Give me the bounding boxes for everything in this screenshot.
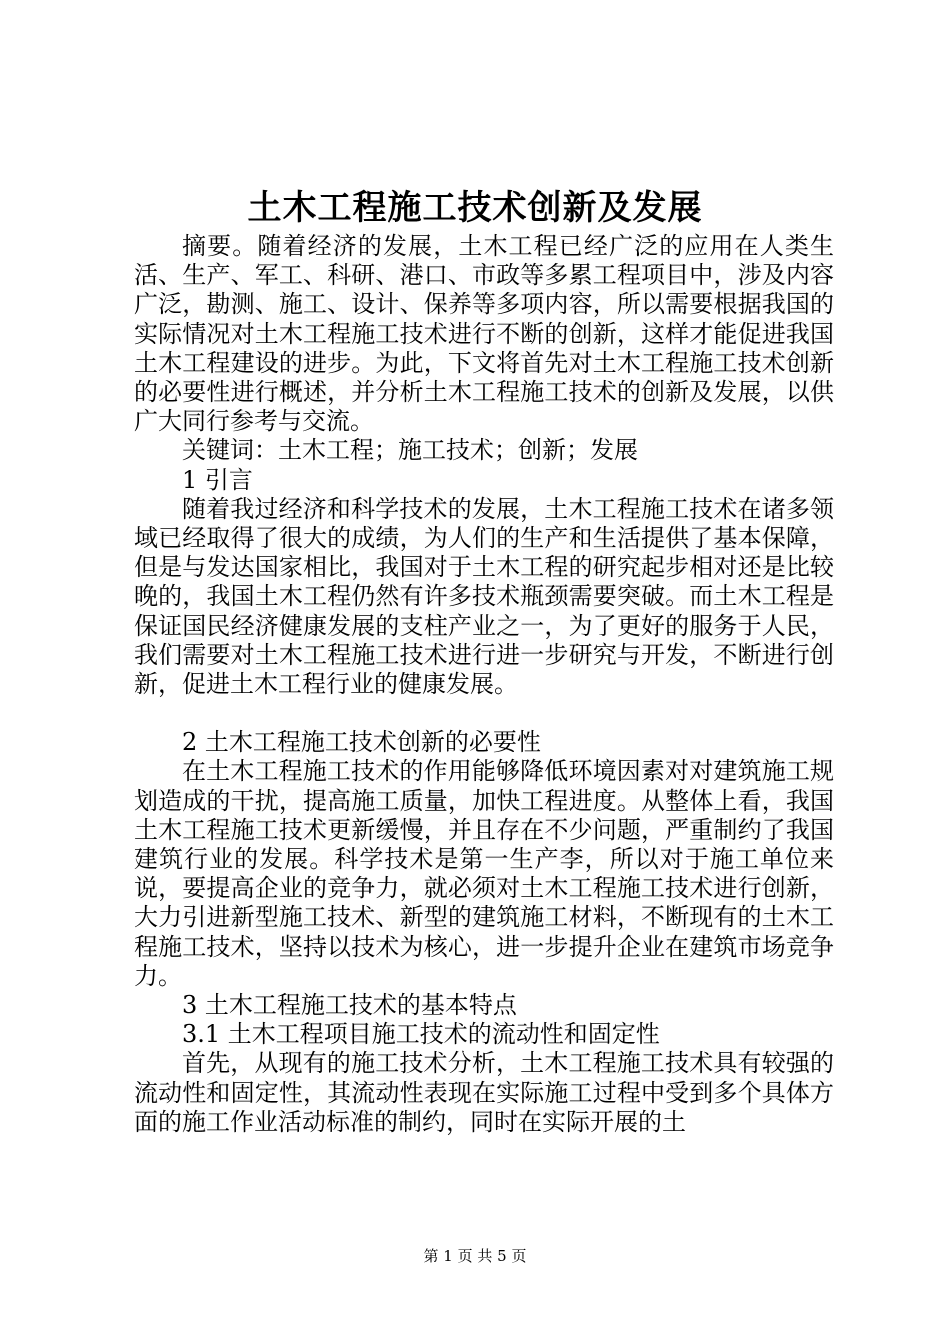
section-3-1-heading: 3.1 土木工程项目施工技术的流动性和固定性	[182, 1020, 660, 1049]
section-1-paragraph: 随着我过经济和科学技术的发展，土木工程施工技术在诸多领域已经取得了很大的成绩，为人们的生产和生活提供了基本保障，但是与发达国家相比，我国对于土木工程的研究起步相对还是比较晚的，我国土木工程仍然有许多技术瓶颈需要突破。而土木工程是保证国民经济健康发展的支柱产业之一，为了更好的服务于人民，我们需要对土木工程施工技术进行进一步研究与开发，不断进行创新，促进土木工程行业的健康发展。	[134, 494, 834, 699]
document-title: 土木工程施工技术创新及发展	[247, 188, 703, 228]
abstract-paragraph: 摘要。随着经济的发展，土木工程已经广泛的应用在人类生活、生产、军工、科研、港口、市政等多累工程项目中，涉及内容广泛，勘测、施工、设计、保养等多项内容，所以需要根据我国的实际情况对土木工程施工技术进行不断的创新，这样才能促进我国土木工程建设的进步。为此，下文将首先对土木工程施工技术创新的必要性进行概述，并分析土木工程施工技术的创新及发展，以供广大同行参考与交流。	[134, 232, 834, 436]
document-body	[134, 232, 834, 1137]
section-2-heading: 2 土木工程施工技术创新的必要性	[182, 728, 541, 757]
paragraph-gap	[134, 699, 834, 728]
section-3-heading: 3 土木工程施工技术的基本特点	[182, 991, 517, 1020]
keywords-line: 关键词：土木工程；施工技术；创新；发展	[182, 436, 638, 465]
section-3-1-paragraph: 首先，从现有的施工技术分析，土木工程施工技术具有较强的流动性和固定性，其流动性表现在实际施工过程中受到多个具体方面的施工作业活动标准的制约，同时在实际开展的土	[134, 1049, 834, 1136]
page-footer: 第 1 页 共 5 页	[423, 1247, 527, 1265]
section-2-paragraph: 在土木工程施工技术的作用能够降低环境因素对对建筑施工规划造成的干扰，提高施工质量，加快工程进度。从整体上看，我国土木工程施工技术更新缓慢，并且存在不少问题，严重制约了我国建筑行业的发展。科学技术是第一生产李，所以对于施工单位来说，要提高企业的竞争力，就必须对土木工程施工技术进行创新，大力引进新型施工技术、新型的建筑施工材料，不断现有的土木工程施工技术，坚持以技术为核心，进一步提升企业在建筑市场竞争力。	[134, 757, 834, 990]
section-1-heading: 1 引言	[182, 465, 253, 494]
